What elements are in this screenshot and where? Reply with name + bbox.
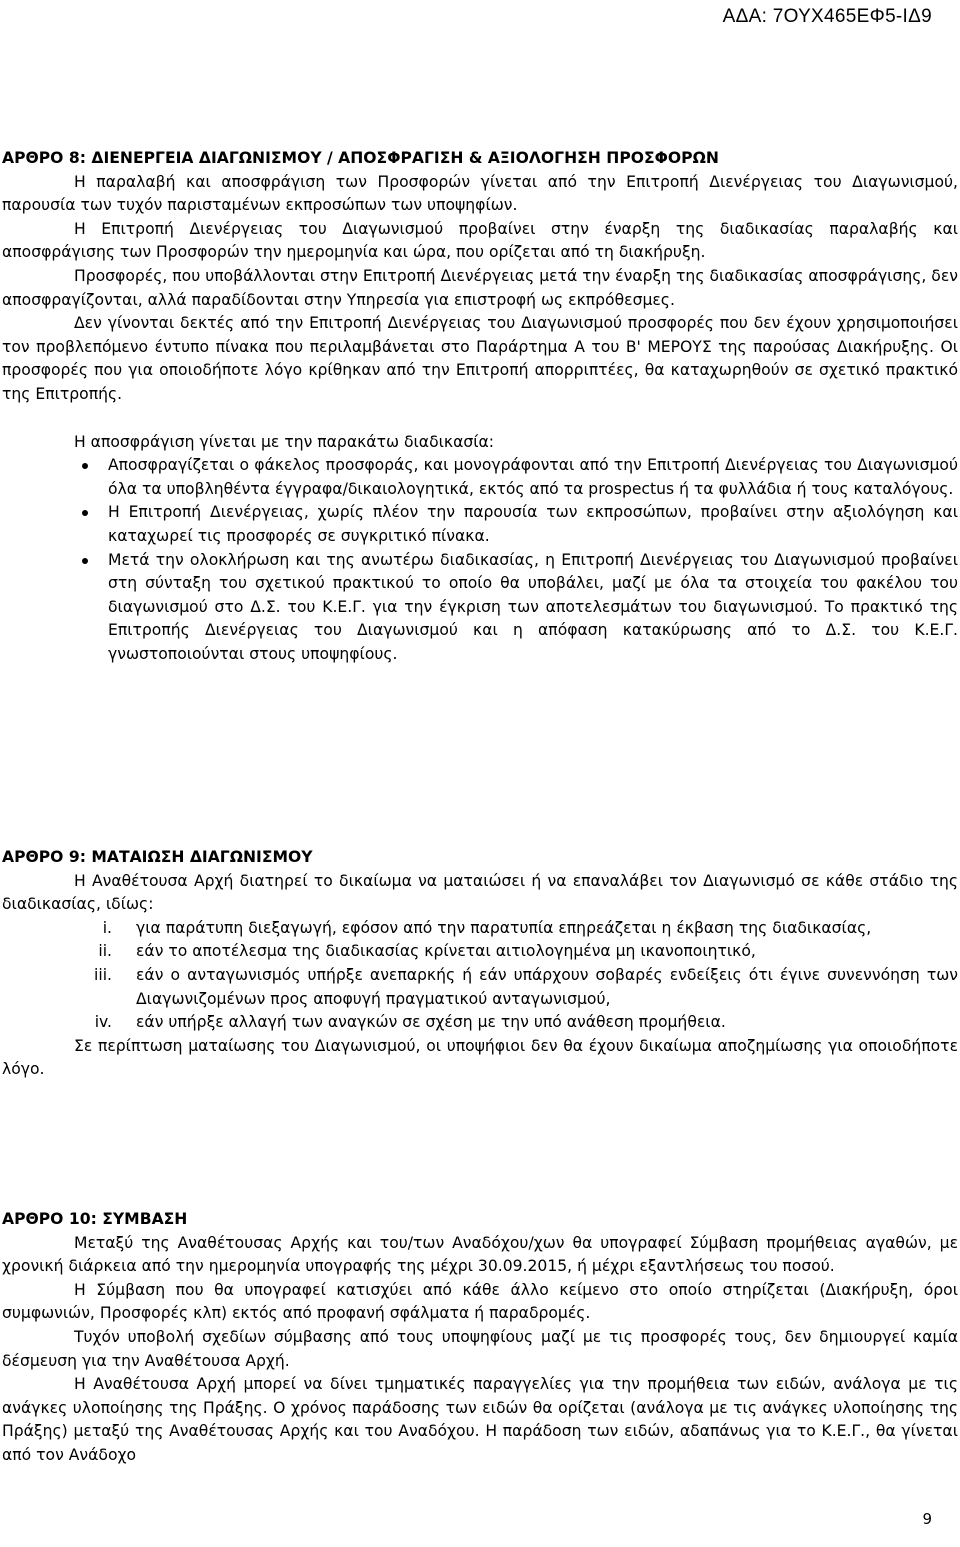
procedure-item: Μετά την ολοκλήρωση και της ανωτέρω διαδικασίας, η Επιτροπή Διενέργειας του Διαγωνισμού προβαίνει στη σύνταξη του σχετικού πρακτικού το οποίο θα υποβάλει, μαζί με όλα τα στοιχεία του φακέλου του διαγωνισμού στο Δ.Σ. του Κ.Ε.Γ. για την έγκριση των αποτελεσμάτων του διαγωνισμού. Το πρακτικό της Επιτροπής Διενέργειας του Διαγωνισμού και η απόφαση κατακύρωσης από το Δ.Σ. του Κ.Ε.Γ. γνωστοποιούνται στους υποψηφίους.: [2, 549, 958, 667]
procedure-item: Αποσφραγίζεται ο φάκελος προσφοράς, και μονογράφονται από την Επιτροπή Διενέργειας του Διαγωνισμού όλα τα υποβληθέντα έγγραφα/δικαιολογητικά, εκτός από τα prospectus ή τα φυλλάδια ή τους καταλόγους.: [2, 454, 958, 501]
article-9-intro: Η Αναθέτουσα Αρχή διατηρεί το δικαίωμα να ματαιώσει ή να επαναλάβει τον Διαγωνισμό σε κάθε στάδιο της διαδικασίας, ιδίως:: [2, 871, 958, 914]
article-8-paragraph: Η παραλαβή και αποσφράγιση των Προσφορών γίνεται από την Επιτροπή Διενέργειας του Διαγωνισμού, παρουσία των τυχόν παρισταμένων εκπροσώπων των υποψηφίων.: [2, 172, 958, 215]
article-9: [2, 846, 958, 1082]
article-10-title: ΑΡΘΡΟ 10: ΣΥΜΒΑΣΗ: [2, 1210, 188, 1228]
article-9-closing: Σε περίπτωση ματαίωσης του Διαγωνισμού, οι υποψήφιοι δεν θα έχουν δικαίωμα αποζημίωσης για οποιοδήποτε λόγο.: [2, 1036, 958, 1079]
article-8-paragraph: Η Επιτροπή Διενέργειας του Διαγωνισμού προβαίνει στην έναρξη της διαδικασίας παραλαβής και αποσφράγισης των Προσφορών την ημερομηνία και ώρα, που ορίζεται από τη διακήρυξη.: [2, 219, 958, 262]
cancellation-reason: ii. εάν το αποτέλεσμα της διαδικασίας κρίνεται αιτιολογημένα μη ικανοποιητικό,: [98, 942, 756, 961]
article-10-paragraph: Η Αναθέτουσα Αρχή μπορεί να δίνει τμηματικές παραγγελίες για την προμήθεια των ειδών, ανάλογα με τις ανάγκες υλοποίησης της Πράξης. Ο χρόνος παράδοσης των ειδών θα ορίζεται (ανάλογα με τις ανάγκες υλοποίησης της Πράξης) μεταξύ της Αναθέτουσας Αρχής και του Αναδόχου. Η παράδοση των ειδών, αδαπάνως για το Κ.Ε.Γ., θα γίνεται από τον Ανάδοχο: [2, 1375, 958, 1464]
article-8-paragraph: Δεν γίνονται δεκτές από την Επιτροπή Διενέργειας του Διαγωνισμού προσφορές που δεν έχουν χρησιμοποιήσει τον προβλεπόμενο έντυπο πίνακα που περιλαμβάνεται στο Παράρτημα Α του Β' ΜΕΡΟΥΣ της παρούσας Διακήρυξης. Οι προσφορές που για οποιοδήποτε λόγο κρίθηκαν από την Επιτροπή απορριπτέες, θα καταχωρηθούν σε σχετικό πρακτικό της Επιτροπής.: [2, 314, 958, 403]
article-9-title: ΑΡΘΡΟ 9: ΜΑΤΑΙΩΣΗ ΔΙΑΓΩΝΙΣΜΟΥ: [2, 848, 313, 866]
procedure-intro: Η αποσφράγιση γίνεται με την παρακάτω διαδικασία:: [74, 432, 495, 451]
article-10-paragraph: Μεταξύ της Αναθέτουσας Αρχής και του/των Αναδόχου/χων θα υπογραφεί Σύμβαση προμήθειας αγαθών, με χρονική διάρκεια από την ημερομηνία υπογραφής της μέχρι 30.09.2015, ή μέχρι εξαντλήσεως του ποσού.: [2, 1233, 958, 1276]
cancellation-reason: i. για παράτυπη διεξαγωγή, εφόσον από την παρατυπία επηρεάζεται η έκβαση της διαδικασίας,: [102, 918, 872, 937]
article-10-paragraph: Η Σύμβαση που θα υπογραφεί κατισχύει από κάθε άλλο κείμενο στο οποίο στηρίζεται (Διακήρυξη, όροι συμφωνιών, Προσφορές κλπ) εκτός από προφανή σφάλματα ή παραδρομές.: [2, 1280, 958, 1323]
bullet-icon: [82, 463, 88, 469]
page-number: 9: [922, 1510, 932, 1528]
article-8-paragraph: Προσφορές, που υποβάλλονται στην Επιτροπή Διενέργειας μετά την έναρξη της διαδικασίας αποσφράγισης, δεν αποσφραγίζονται, αλλά παραδίδονται στην Υπηρεσία για επιστροφή ως εκπρόθεσμες.: [2, 266, 958, 309]
procedure-list: [2, 454, 958, 666]
cancellation-reasons: [2, 917, 958, 1035]
cancellation-reason: iii. εάν ο ανταγωνισμός υπήρξε ανεπαρκής ή εάν υπάρχουν σοβαρές ενδείξεις ότι έγινε συνεννόηση των Διαγωνιζομένων προς αποφυγή πραγματικού ανταγωνισμού,: [94, 965, 958, 1008]
cancellation-reason: iv. εάν υπήρξε αλλαγή των αναγκών σε σχέση με την υπό ανάθεση προμήθεια.: [94, 1013, 726, 1032]
article-10-paragraph: Τυχόν υποβολή σχεδίων σύμβασης από τους υποψηφίους μαζί με τις προσφορές τους, δεν δημιουργεί καμία δέσμευση για την Αναθέτουσα Αρχή.: [2, 1327, 958, 1370]
bullet-icon: [82, 558, 88, 564]
article-8-title: ΑΡΘΡΟ 8: ΔΙΕΝΕΡΓΕΙΑ ΔΙΑΓΩΝΙΣΜΟΥ / ΑΠΟΣΦΡΑΓΙΣΗ & ΑΞΙΟΛΟΓΗΣΗ ΠΡΟΣΦΟΡΩΝ: [2, 149, 719, 167]
ada-code: ΑΔΑ: 7ΟΥΧ465ΕΦ5-ΙΔ9: [722, 6, 932, 27]
article-10: [2, 1208, 958, 1468]
bullet-icon: [82, 510, 88, 516]
article-8: [2, 147, 958, 666]
procedure-item: Η Επιτροπή Διενέργειας, χωρίς πλέον την παρουσία των εκπροσώπων, προβαίνει στην αξιολόγηση και καταχωρεί τις προσφορές σε συγκριτικό πίνακα.: [2, 501, 958, 548]
